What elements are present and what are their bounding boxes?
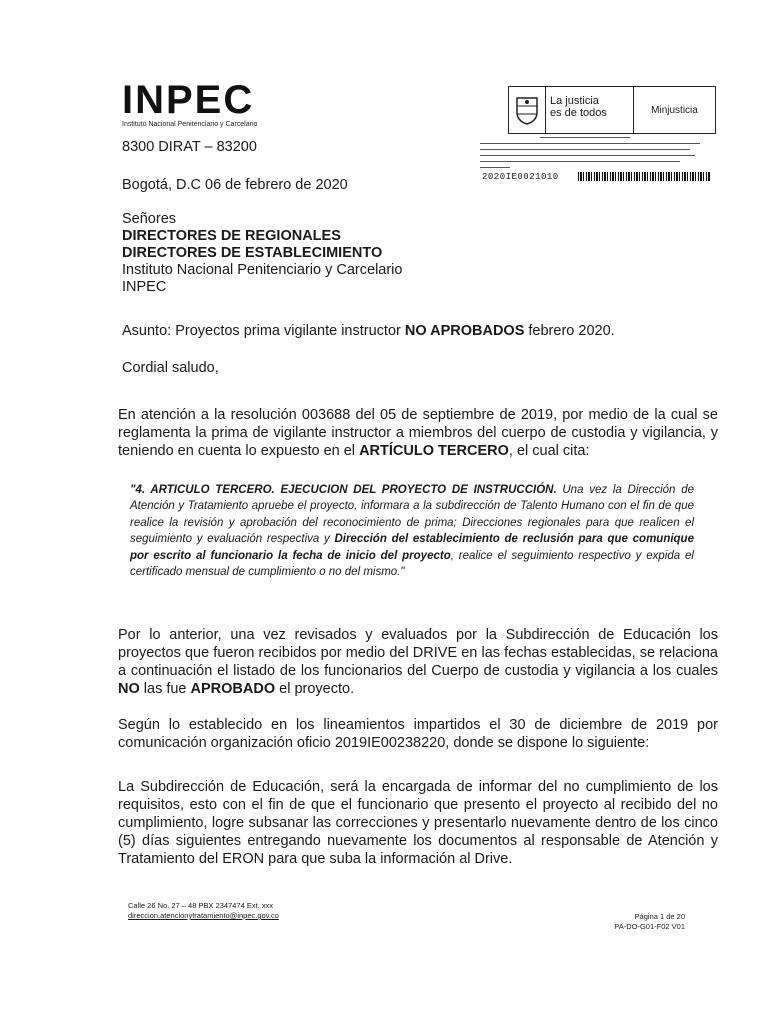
footer-address: Calle 26 No. 27 – 48 PBX 2347474 Ext. xxx (128, 901, 274, 910)
stamp-slogan (546, 87, 634, 133)
radicado-fine-print (480, 135, 710, 173)
recipient-line-3: Instituto Nacional Penitenciario y Carcelario (122, 262, 403, 278)
article-quote (130, 482, 694, 580)
logo-subtitle: Instituto Nacional Penitenciario y Carcelario (122, 121, 258, 128)
page-number: Página 1 de 20 (634, 912, 685, 921)
footer-email-link[interactable]: direccion.atencionytratamiento@inpec.gov.co (128, 911, 279, 920)
paragraph-4: La Subdirección de Educación, será la encargada de informar del no cumplimiento de los requisitos, esto con el fin de que el funcionario que presento el proyecto al recibido del no cumplimiento, logre subsanar las correcciones y presentarlo nuevamente dentro de los cinco (5) días siguientes entregando nuevamente los documentos al responsable de Atención y Tratamiento del ERON para que suba la información al Drive. (118, 779, 718, 867)
footer-contact (128, 901, 279, 921)
paragraph-1-tail: , el cual cita: (508, 443, 590, 459)
paragraph-2 (118, 626, 718, 698)
paragraph-1-bold: ARTÍCULO TERCERO (359, 443, 509, 459)
recipients-block (122, 211, 402, 296)
government-stamp (508, 86, 716, 134)
paragraph-2-text: Por lo anterior, una vez revisados y evaluados por la Subdirección de Educación los proyectos que fueron recibidos por medio del DRIVE en las fechas establecidas, se relaciona a continuación el listado de los funcionarios del Cuerpo de custodia y vigilancia a los cuales (118, 627, 718, 679)
salutation: Señores (122, 211, 177, 227)
recipient-line-4: INPEC (122, 279, 167, 295)
paragraph-2-bold-no: NO (118, 681, 140, 697)
subject-bold: NO APROBADOS (404, 323, 525, 339)
logo-wordmark: INPEC (122, 78, 255, 122)
slogan-line-1: La justicia (550, 95, 599, 107)
greeting: Cordial saludo, (122, 360, 219, 376)
radicado-number: 2020IE0021010 (482, 172, 559, 182)
subject-line (122, 323, 702, 340)
paragraph-2-mid: las fue (139, 681, 191, 697)
paragraph-2-tail: el proyecto. (275, 681, 355, 697)
subject-suffix: febrero 2020. (524, 323, 615, 339)
quote-text-2: , realice el seguimiento respectivo y expida el certificado mensual de cumplimiento o no del mismo." (130, 549, 694, 579)
form-code: PA-DO-G01-F02 V01 (614, 922, 685, 931)
paragraph-2-bold-aprobado: APROBADO (190, 681, 276, 697)
subject-prefix: Asunto: Proyectos prima vigilante instructor (122, 323, 405, 339)
quote-text-1: Una vez la Dirección de Atención y Tratamiento apruebe el proyecto, informara a la subdirección de Talento Humano con el fin de que realice la revisión y aprobación del reconocimiento de prima; Direcciones regionales para que realicen el seguimiento y evaluación respectiva y (130, 484, 694, 546)
reference-code: 8300 DIRAT – 83200 (122, 139, 257, 155)
quote-heading: "4. ARTICULO TERCERO. EJECUCION DEL PROYECTO DE INSTRUCCIÓN. (130, 484, 557, 496)
inpec-logo (122, 80, 257, 128)
date-line: Bogotá, D.C 06 de febrero de 2020 (122, 177, 348, 193)
stamp-ministry: Minjusticia (651, 104, 698, 116)
paragraph-1 (118, 406, 718, 460)
quote-bold: Dirección del establecimiento de reclusión para que comunique por escrito al funcionario la fecha de inicio del proyecto (130, 533, 694, 562)
coat-of-arms-icon (509, 87, 546, 133)
barcode (578, 172, 710, 181)
recipient-line-1: DIRECTORES DE REGIONALES (122, 228, 341, 244)
footer-page-info (605, 912, 685, 932)
paragraph-1-text: En atención a la resolución 003688 del 05 de septiembre de 2019, por medio de la cual se reglamenta la prima de vigilante instructor a miembros del cuerpo de custodia y vigilancia, y teniendo en cuenta lo expuesto en el (118, 407, 718, 459)
paragraph-3: Según lo establecido en los lineamientos impartidos el 30 de diciembre de 2019 por comunicación organización oficio 2019IE00238220, donde se dispone lo siguiente: (118, 717, 718, 751)
slogan-line-2: es de todos (550, 107, 607, 119)
recipient-line-2: DIRECTORES DE ESTABLECIMIENTO (122, 245, 383, 261)
